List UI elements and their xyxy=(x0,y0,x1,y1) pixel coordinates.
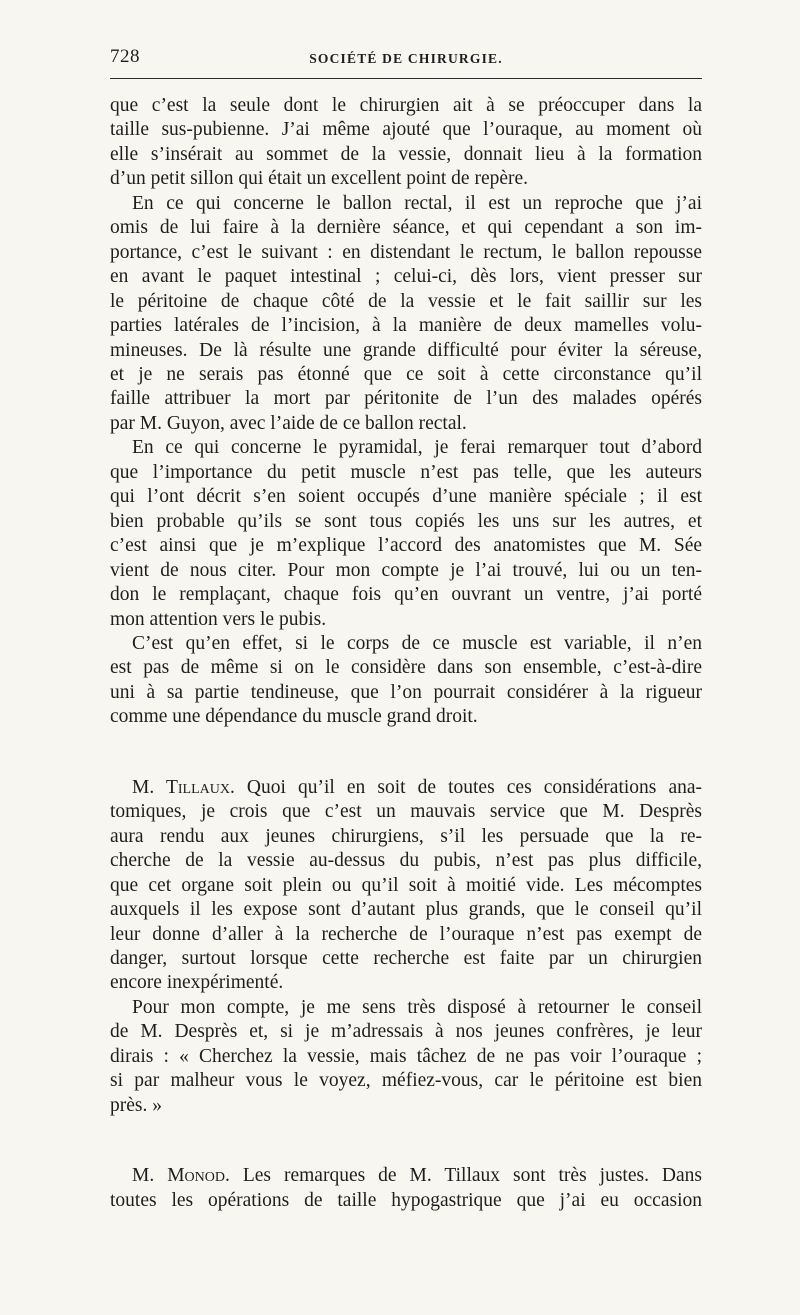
text-line: mon attention vers le pubis. xyxy=(110,608,327,630)
text-line: aura rendu aux jeunes chirurgiens, s’il les persuade que la re- xyxy=(110,825,702,847)
text-line: parties latérales de l’incision, à la manière de deux mamelles volu- xyxy=(110,315,702,337)
text-line: par M. Guyon, avec l’aide de ce ballon rectal. xyxy=(110,412,467,434)
paragraph xyxy=(110,996,702,1118)
text-line xyxy=(110,776,702,800)
text-line: que l’importance du petit muscle n’est pas telle, que les auteurs xyxy=(110,461,702,483)
text-line: vient de nous citer. Pour mon compte je l’ai trouvé, lui ou un ten- xyxy=(110,559,702,581)
header-rule xyxy=(110,78,702,79)
text-line: encore inexpérimenté. xyxy=(110,972,284,994)
body-text xyxy=(110,94,702,1213)
text-line: En ce qui concerne le ballon rectal, il est un reproche que j’ai xyxy=(132,192,702,214)
page-number: 728 xyxy=(110,46,140,67)
text-line: que cet organe soit plein ou qu’il soit à moitié vide. Les mécomptes xyxy=(110,874,702,896)
text-line: faille attribuer la mort par péritonite de l’un des malades opérés xyxy=(110,388,702,410)
text-line: dirais : « Cherchez la vessie, mais tâchez de ne pas voir l’ouraque ; xyxy=(110,1045,702,1067)
running-title: SOCIÉTÉ DE CHIRURGIE. xyxy=(309,51,503,66)
text-line: taille sus-pubienne. J’ai même ajouté que l’ouraque, au moment où xyxy=(110,119,702,141)
text-line: omis de lui faire à la dernière séance, et qui cependant a son im- xyxy=(110,217,702,239)
speaker-name: M. Tillaux. xyxy=(132,776,235,798)
paragraph xyxy=(110,436,702,632)
text-line: bien probable qu’ils se sont tous copiés les uns sur les autres, et xyxy=(110,510,702,532)
text-line: est pas de même si on le considère dans son ensemble, c’est-à-dire xyxy=(110,657,702,679)
paragraph xyxy=(110,632,702,730)
text-line: elle s’insérait au sommet de la vessie, donnait lieu à la formation xyxy=(110,143,702,165)
text-line: portance, c’est le suivant : en distendant le rectum, le ballon repousse xyxy=(110,241,702,263)
speaker-name: M. Monod. xyxy=(132,1165,230,1187)
text-line: danger, surtout lorsque cette recherche est faite par un chirurgien xyxy=(110,947,702,969)
text-line: tomiques, je crois que c’est un mauvais service que M. Desprès xyxy=(110,801,702,823)
text-line: près. » xyxy=(110,1094,162,1116)
text-line: auxquels il les expose sont d’autant plus grands, que le conseil qu’il xyxy=(110,899,702,921)
text-line: En ce qui concerne le pyramidal, je ferai remarquer tout d’abord xyxy=(132,437,702,459)
text-line: en avant le paquet intestinal ; celui-ci, dès lors, vient presser sur xyxy=(110,266,702,288)
text-line: mineuses. De là résulte une grande difficulté pour éviter la séreuse, xyxy=(110,339,702,361)
text-line: uni à sa partie tendineuse, que l’on pourrait considérer à la rigueur xyxy=(110,681,702,703)
text-line: leur donne d’aller à la recherche de l’ouraque n’est pas exempt de xyxy=(110,923,702,945)
paragraph-tillaux xyxy=(110,776,702,996)
text-run: Quoi qu’il en soit de toutes ces considérations ana- xyxy=(234,776,703,798)
text-line xyxy=(110,1164,702,1188)
text-line: le péritoine de chaque côté de la vessie et le fait saillir sur les xyxy=(110,290,702,312)
paragraph xyxy=(110,192,702,437)
text-line: c’est ainsi que je m’explique l’accord des anatomistes que M. Sée xyxy=(110,535,702,557)
text-line: si par malheur vous le voyez, méfiez-vous, car le péritoine est bien xyxy=(110,1070,702,1092)
text-line: d’un petit sillon qui était un excellent point de repère. xyxy=(110,168,529,190)
text-line: don le remplaçant, chaque fois qu’en ouvrant un ventre, j’ai porté xyxy=(110,584,702,606)
text-line: C’est qu’en effet, si le corps de ce muscle est variable, il n’en xyxy=(132,632,702,654)
text-line: et je ne serais pas étonné que ce soit à cette circonstance qu’il xyxy=(110,363,702,385)
text-line: toutes les opérations de taille hypogastrique que j’ai eu occasion xyxy=(110,1189,702,1211)
text-line: de M. Desprès et, si je m’adressais à nos jeunes confrères, je leur xyxy=(110,1021,702,1043)
text-run: Les remarques de M. Tillaux sont très justes. Dans xyxy=(229,1165,702,1187)
paragraph xyxy=(110,94,702,192)
page-header xyxy=(110,46,702,76)
text-line: comme une dépendance du muscle grand droit. xyxy=(110,706,478,728)
text-line: Pour mon compte, je me sens très disposé à retourner le conseil xyxy=(132,996,702,1018)
paragraph-monod xyxy=(110,1164,702,1213)
text-line: cherche de la vessie au-dessus du pubis, n’est pas plus difficile, xyxy=(110,850,702,872)
text-line: que c’est la seule dont le chirurgien ait à se préoccuper dans la xyxy=(110,95,702,116)
text-line: qui l’ont décrit s’en soient occupés d’une manière spéciale ; il est xyxy=(110,486,702,508)
